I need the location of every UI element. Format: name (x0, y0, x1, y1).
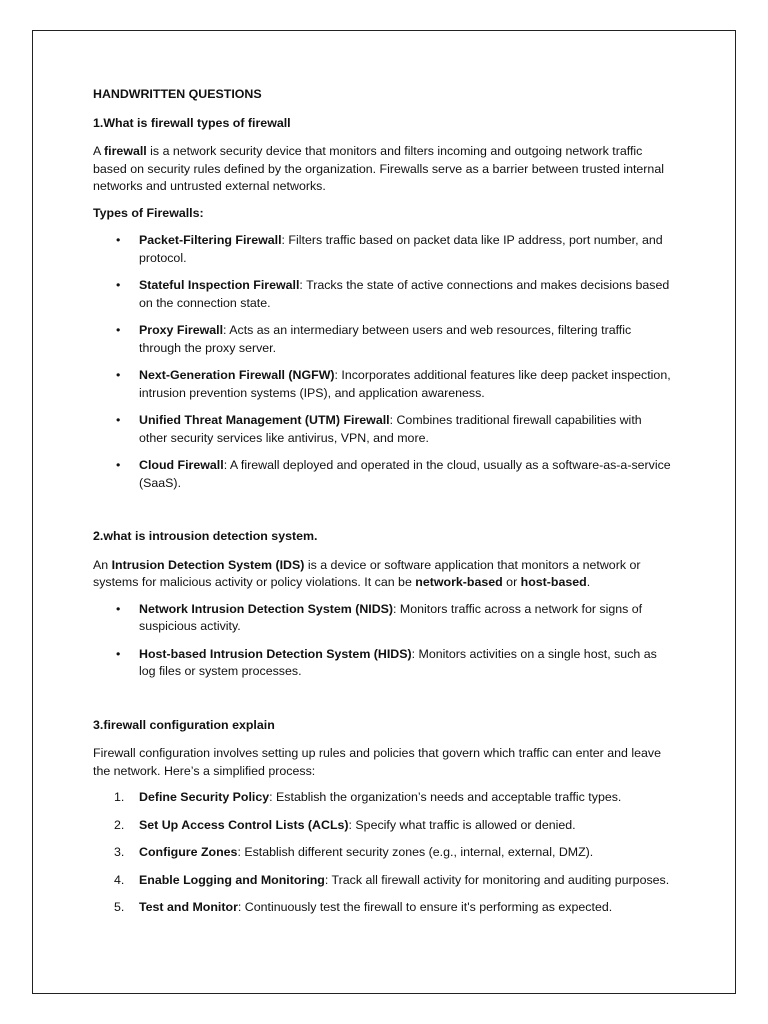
item-desc: : Monitors activities on a single host, such as log files or system processes. (139, 646, 657, 678)
bullet-icon: • (116, 323, 121, 337)
list-item (93, 872, 673, 890)
item-desc: : Acts as an intermediary between users and web resources, filtering traffic through the proxy server. (139, 323, 632, 355)
text-run: is a device or software application that monitors a network or systems for malicious activity or policy violations. It can be (93, 557, 641, 589)
list-item (93, 646, 673, 681)
item-desc: : Establish the organization’s needs and acceptable traffic types. (269, 790, 622, 804)
text-run: A (93, 144, 105, 158)
step-number: 4. (114, 872, 125, 887)
list-item (93, 899, 673, 917)
item-desc: : Establish different security zones (e.g., internal, external, DMZ). (237, 845, 594, 859)
bold-term: firewall (104, 144, 147, 158)
item-term: Enable Logging and Monitoring (139, 872, 325, 887)
list-item (93, 277, 673, 312)
item-desc: : Combines traditional firewall capabilities with other security services like antivirus, VPN, and more. (139, 413, 642, 445)
question-3-heading: 3.firewall configuration explain (93, 717, 275, 732)
configuration-steps-list (93, 789, 673, 917)
bold-term: Intrusion Detection System (IDS) (111, 557, 305, 572)
item-desc: : Track all firewall activity for monitoring and auditing purposes. (324, 872, 670, 887)
bullet-icon: • (116, 233, 121, 247)
item-desc: : Tracks the state of active connections and makes decisions based on the connection state. (139, 278, 670, 310)
item-desc: : Specify what traffic is allowed or denied. (348, 817, 576, 832)
item-term: Packet-Filtering Firewall (139, 233, 282, 247)
bullet-icon: • (116, 278, 121, 292)
section-spacer (93, 502, 673, 528)
ids-types-list (93, 601, 673, 681)
item-term: Unified Threat Management (UTM) Firewall (139, 413, 390, 427)
bullet-icon: • (116, 413, 121, 427)
item-term: Network Intrusion Detection System (NIDS) (139, 601, 394, 616)
item-desc: : A firewall deployed and operated in the cloud, usually as a software-as-a-service (SaaS). (139, 458, 671, 490)
list-item (93, 322, 673, 357)
item-desc: : Monitors traffic across a network for signs of suspicious activity. (139, 601, 643, 633)
item-term: Stateful Inspection Firewall (139, 278, 300, 292)
bullet-icon: • (116, 601, 121, 616)
list-item (93, 601, 673, 636)
types-heading: Types of Firewalls: (93, 205, 204, 220)
item-term: Test and Monitor (139, 900, 238, 914)
firewall-types-list (93, 232, 673, 492)
bullet-icon: • (116, 368, 121, 382)
list-item (93, 367, 673, 402)
list-item (93, 844, 673, 862)
item-term: Next-Generation Firewall (NGFW) (139, 368, 335, 382)
firewall-definition (93, 143, 673, 196)
item-desc: : Filters traffic based on packet data like IP address, port number, and protocol. (139, 233, 663, 265)
list-item (93, 789, 673, 807)
item-term: Host-based Intrusion Detection System (HIDS) (139, 646, 412, 661)
text-run: . (586, 575, 591, 589)
step-number: 2. (114, 817, 125, 832)
item-term: Set Up Access Control Lists (ACLs) (139, 817, 349, 832)
list-item (93, 232, 673, 267)
ids-definition (93, 557, 673, 592)
document-body (93, 86, 673, 927)
step-number: 5. (114, 900, 125, 914)
step-number: 1. (114, 790, 125, 804)
item-desc: : Incorporates additional features like deep packet inspection, intrusion prevention systems (IPS), and application awareness. (139, 368, 671, 400)
configuration-intro: Firewall configuration involves setting up rules and policies that govern which traffic can enter and leave the network. Here’s a simplified process: (93, 746, 661, 778)
question-2-heading: 2.what is introusion detection system. (93, 529, 318, 543)
text-run: is a network security device that monitors and filters incoming and outgoing network traffic based on security rules defined by the organization. Firewalls serve as a barrier between trusted internal networks and untrusted external networks. (93, 144, 664, 193)
bullet-icon: • (116, 646, 121, 661)
list-item (93, 412, 673, 447)
item-term: Proxy Firewall (139, 323, 224, 337)
text-run: An (93, 557, 112, 572)
bullet-icon: • (116, 458, 121, 472)
item-desc: : Continuously test the firewall to ensure it's performing as expected. (237, 900, 613, 914)
list-item (93, 457, 673, 492)
text-run: or (502, 575, 521, 589)
item-term: Define Security Policy (139, 790, 270, 804)
step-number: 3. (114, 845, 125, 859)
list-item (93, 817, 673, 835)
question-1-heading: 1.What is firewall types of firewall (93, 115, 291, 130)
item-term: Cloud Firewall (139, 458, 224, 472)
document-title: HANDWRITTEN QUESTIONS (93, 87, 262, 101)
item-term: Configure Zones (139, 845, 238, 859)
bold-term: network-based (415, 575, 503, 589)
bold-term: host-based (520, 575, 587, 589)
section-spacer (93, 691, 673, 717)
